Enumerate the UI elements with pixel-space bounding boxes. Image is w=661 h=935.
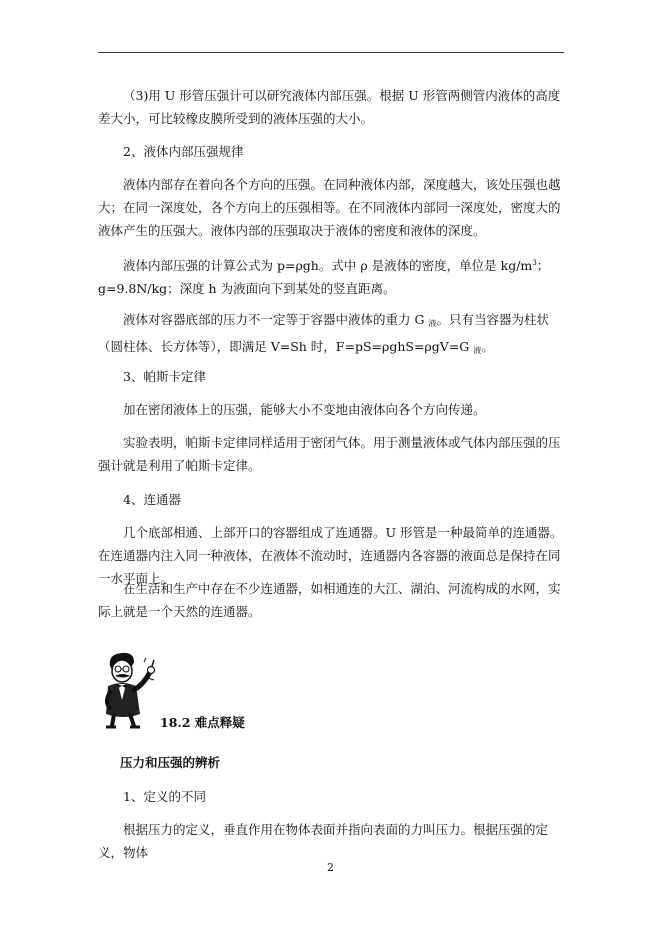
formula-text-a: 液体内部压强的计算公式为 p=ρgh。式中 ρ 是液体的密度，单位是 kg/m (123, 258, 533, 273)
formula-text-b: ；g=9.8N/kg；深度 h 为液面向下到某处的竖直距离。 (98, 258, 550, 296)
heading-connected-vessels: 4、连通器 (123, 492, 181, 507)
paragraph-pascal-definition: 加在密闭液体上的压强，能够大小不变地由液体向各个方向传递。 (123, 402, 486, 417)
heading-definition-difference: 1、定义的不同 (123, 789, 206, 804)
section-title: 18.2 难点释疑 (160, 715, 245, 730)
force-subscript-1: 液 (428, 319, 437, 328)
paragraph-definition: 根据压力的定义，垂直作用在物体表面并指向表面的力叫压力。根据压强的定义，物体 (98, 822, 549, 860)
heading-pascal-law: 3、帕斯卡定律 (123, 369, 206, 384)
paragraph-u-tube: （3)用 U 形管压强计可以研究液体内部压强。根据 U 形管两侧管内液体的高度差大小，可比较橡皮膜所受到的液体压强的大小。 (98, 88, 561, 126)
paragraph-formula (98, 252, 564, 300)
header-rule (98, 52, 564, 53)
force-text-b: 。只有当容器为柱状（圆柱体、长方体等），即满足 V=Sh 时，F=pS=ρghS=ρgV=G (98, 312, 549, 354)
cartoon-teacher-icon (100, 650, 158, 730)
page-number: 2 (327, 861, 334, 874)
formula-superscript: 3 (532, 259, 537, 267)
paragraph-natural-vessels: 在生活和生产中存在不少连通器，如相通连的大江、湖泊、河流构成的水网，实际上就是一个天然的连通器。 (98, 581, 561, 619)
paragraph-bottom-force (98, 308, 564, 362)
force-text-a: 液体对容器底部的压力不一定等于容器中液体的重力 G (123, 312, 429, 327)
paragraph-pressure-law: 液体内部存在着向各个方向的压强。在同种液体内部，深度越大，该处压强也越大；在同一深度处，各个方向上的压强相等。在不同液体内部同一深度处，密度大的液体产生的压强大。液体内部的压强取决于液体的密度和液体的深度。 (98, 177, 561, 238)
heading-pressure-force-distinction: 压力和压强的辨析 (120, 755, 221, 770)
paragraph-pascal-experiment: 实验表明，帕斯卡定律同样适用于密闭气体。用于测量液体或气体内部压强的压强计就是利用了帕斯卡定律。 (98, 435, 561, 473)
force-subscript-2: 液 (473, 346, 482, 355)
paragraph-connected-vessels: 几个底部相通、上部开口的容器组成了连通器。U 形管是一种最简单的连通器。在连通器内注入同一种液体，在液体不流动时，连通器内各容器的液面总是保持在同一水平面上。 (98, 525, 563, 586)
force-text-c: 。 (481, 339, 494, 354)
heading-liquid-pressure-law: 2、液体内部压强规律 (123, 144, 244, 159)
